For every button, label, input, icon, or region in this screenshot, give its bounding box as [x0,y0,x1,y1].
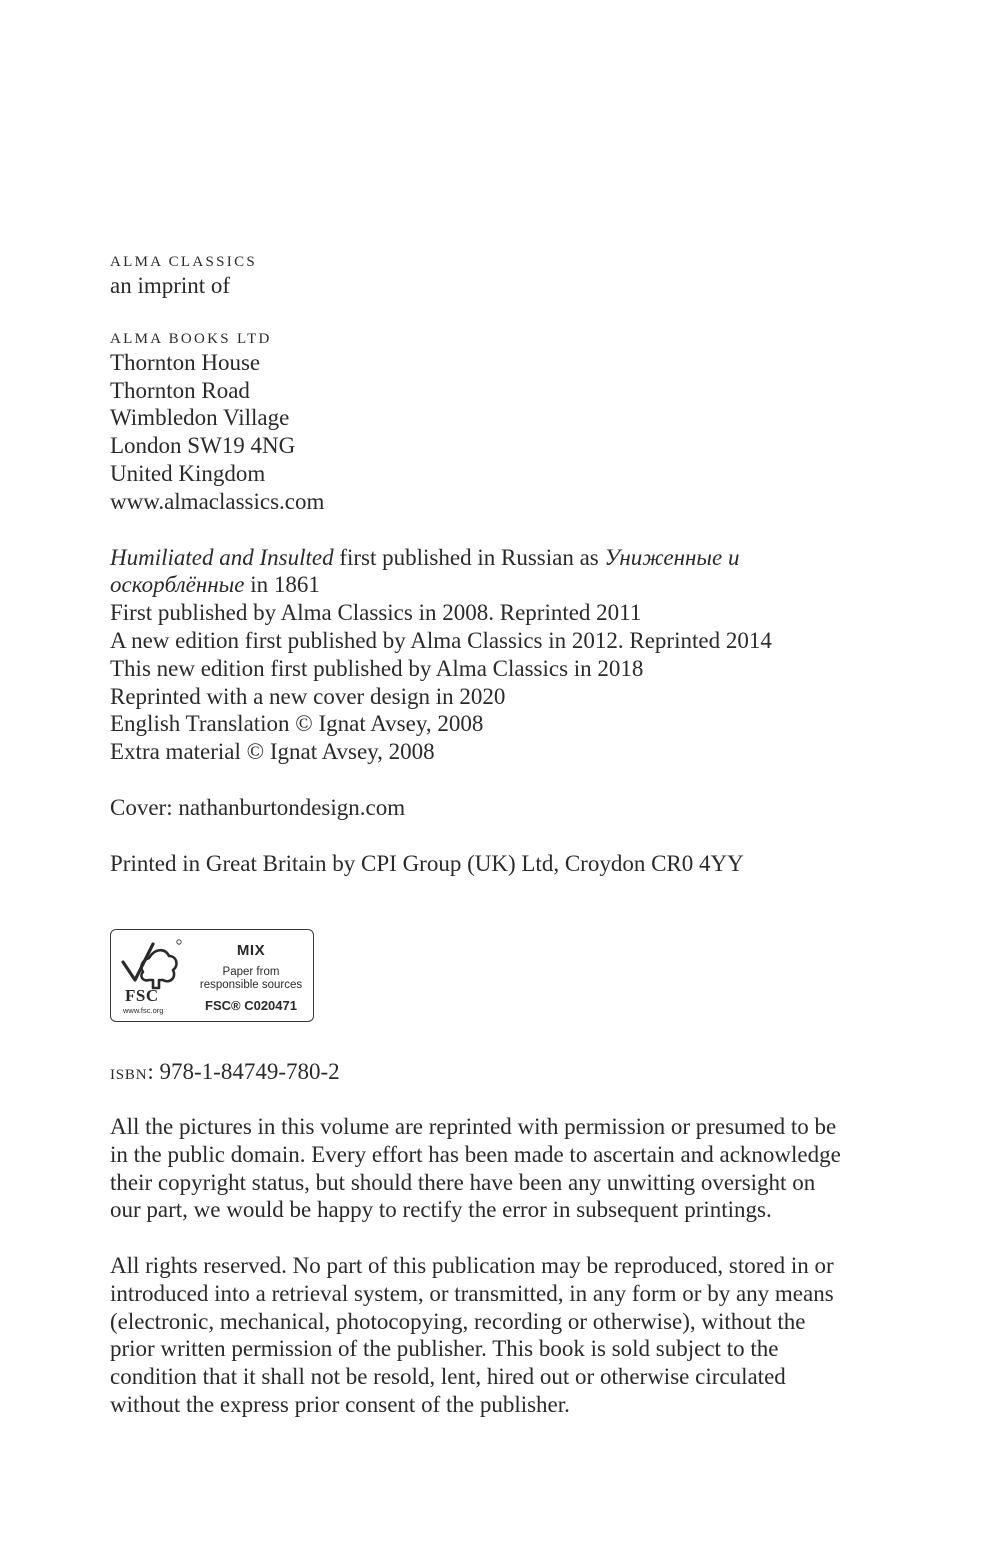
paragraph-line: in the public domain. Every effort has been made to ascertain and acknowledge [110,1141,841,1167]
fsc-paper-text [191,966,311,992]
fsc-details [191,942,311,1014]
russian-title-part2: оскорблённые [110,572,245,598]
address-line: Thornton Road [110,377,250,403]
paragraph-line: prior written permission of the publisher. This book is sold subject to the [110,1336,779,1362]
year-text: in 1861 [244,572,320,598]
paragraph-line: All the pictures in this volume are reprinted with permission or presumed to be [110,1114,837,1139]
paragraph-line: (electronic, mechanical, photocopying, recording or otherwise), without the [110,1308,806,1334]
isbn-label: ISBN [110,1067,148,1083]
fsc-code: FSC® C020471 [205,998,297,1013]
cover-credit: Cover: nathanburtondesign.com [110,794,406,820]
pictures-permission-paragraph [110,1113,906,1224]
imprint-label: ALMA CLASSICS [110,254,258,270]
english-title: Humiliated and Insulted [110,544,334,570]
russian-title-part1: Униженные и [604,544,740,570]
isbn [110,1058,340,1089]
rights-reserved-paragraph [110,1252,906,1419]
first-pub-text: first published in Russian as [333,544,605,570]
paragraph-line: condition that it shall not be resold, lent, hired out or otherwise circulated [110,1364,786,1390]
isbn-value: : 978-1-84749-780-2 [147,1059,340,1084]
history-line: First published by Alma Classics in 2008. Reprinted 2011 [110,600,642,626]
first-publication [110,544,906,572]
copyright-page [110,252,906,878]
address-line: Thornton House [110,349,261,375]
paragraph-line: introduced into a retrieval system, or transmitted, in any form or by any means [110,1280,834,1306]
extra-material-copyright: Extra material © Ignat Avsey, 2008 [110,739,435,765]
paragraph-line: their copyright status, but should there have been any unwitting oversight on [110,1169,816,1195]
website: www.almaclassics.com [110,488,325,514]
address-line: Wimbledon Village [110,405,290,431]
paragraph-line: All rights reserved. No part of this publication may be reproduced, stored in or [110,1253,834,1278]
history-line: Reprinted with a new cover design in 2020 [110,683,506,709]
imprint-of: an imprint of [110,273,231,298]
publisher-name: ALMA BOOKS LTD [110,330,272,347]
fsc-paper-line: responsible sources [199,979,303,991]
address-line: London SW19 4NG [110,433,296,459]
history-line: This new edition first published by Alma Classics in 2018 [110,655,644,681]
fsc-logo-text: FSC [125,986,159,1005]
paragraph-line: our part, we would be happy to rectify the error in subsequent printings. [110,1197,772,1223]
address-line: United Kingdom [110,460,266,486]
first-publication-cont [110,571,906,599]
fsc-url: www.fsc.org [123,1006,164,1015]
translation-copyright: English Translation © Ignat Avsey, 2008 [110,711,484,737]
fsc-paper-line: Paper from [222,966,280,978]
printer-credit: Printed in Great Britain by CPI Group (UK) Ltd, Croydon CR0 4YY [110,850,744,876]
paragraph-line: without the express prior consent of the publisher. [110,1391,570,1417]
history-line: A new edition first published by Alma Classics in 2012. Reprinted 2014 [110,627,772,653]
fsc-mix: MIX [236,942,266,959]
fsc-certification-label [110,929,314,1022]
